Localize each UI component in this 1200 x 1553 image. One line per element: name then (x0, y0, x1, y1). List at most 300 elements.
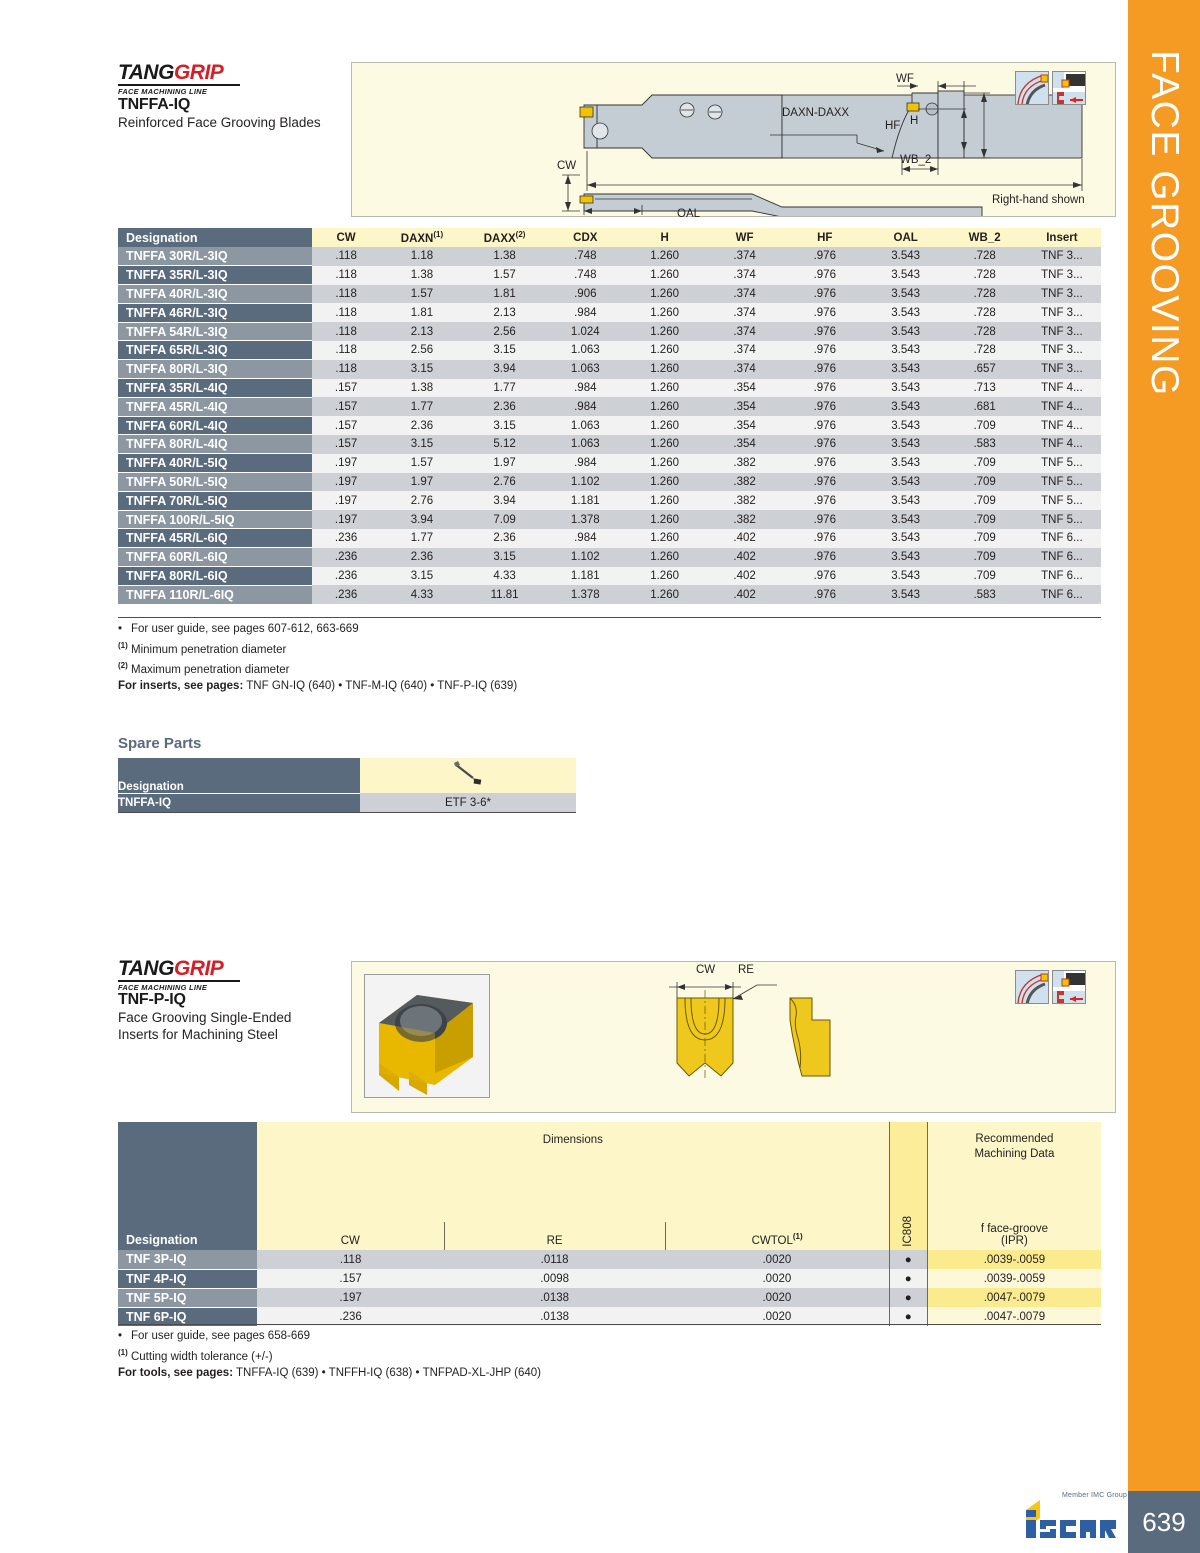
row-value: .976 (785, 247, 865, 266)
row-value: .157 (312, 435, 381, 454)
row-designation: TNFFA 110R/L-6IQ (118, 585, 312, 604)
row-value: .402 (705, 567, 785, 586)
row-value: .976 (785, 285, 865, 304)
product-description-tnfp-line2: Inserts for Machining Steel (118, 1027, 278, 1042)
internal-turning-icon-2 (1052, 970, 1086, 1004)
row-value: 2.13 (381, 322, 464, 341)
row-value: .976 (785, 341, 865, 360)
row-value: 1.260 (625, 266, 705, 285)
row-value: .236 (312, 529, 381, 548)
row-value: .976 (785, 397, 865, 416)
feature-icons-tnffa (1015, 71, 1086, 105)
logo-grip-text: GRIP (173, 61, 224, 84)
row-value: 3.543 (865, 548, 947, 567)
col-header-wb2: WB_2 (946, 228, 1022, 247)
row-value: .976 (785, 548, 865, 567)
row-designation: TNFFA 50R/L-5IQ (118, 473, 312, 492)
row-value: .681 (946, 397, 1022, 416)
row-value: .118 (312, 322, 381, 341)
row-value: TNF 3... (1023, 360, 1101, 379)
dim-label-wf: WF (896, 73, 914, 85)
row-value: .709 (946, 416, 1022, 435)
row-value: TNF 4... (1023, 416, 1101, 435)
row-value: .976 (785, 360, 865, 379)
row-value: 1.57 (381, 285, 464, 304)
face-grooving-arc-icon-2 (1015, 970, 1049, 1004)
row-value: 1.260 (625, 435, 705, 454)
row-value: 1.38 (381, 379, 464, 398)
row-value: 1.260 (625, 397, 705, 416)
row-value: 3.15 (463, 416, 546, 435)
row-value: TNF 6... (1023, 548, 1101, 567)
row-value: 3.543 (865, 491, 947, 510)
row-value: 1.260 (625, 585, 705, 604)
row-value: 3.15 (381, 567, 464, 586)
row-value: TNF 3... (1023, 322, 1101, 341)
row-value: 1.260 (625, 548, 705, 567)
row-value: 3.15 (381, 435, 464, 454)
row-value: .354 (705, 435, 785, 454)
row-value: 1.378 (546, 585, 625, 604)
tnfp-col-header-feed: f face-groove (IPR) (927, 1222, 1101, 1250)
row-value: 3.543 (865, 585, 947, 604)
table-row (118, 1288, 1101, 1307)
row-designation: TNFFA 54R/L-3IQ (118, 322, 312, 341)
row-value: .0020 (665, 1269, 889, 1288)
row-value: .382 (705, 454, 785, 473)
row-value: 1.77 (381, 529, 464, 548)
row-designation: TNFFA 65R/L-3IQ (118, 341, 312, 360)
row-value: .976 (785, 529, 865, 548)
row-value: 1.97 (381, 473, 464, 492)
row-value: .374 (705, 285, 785, 304)
table-row (118, 1269, 1101, 1288)
dim-label-wb2: WB_2 (900, 154, 932, 166)
row-value: 1.97 (463, 454, 546, 473)
row-value: 3.543 (865, 360, 947, 379)
row-value: 1.063 (546, 435, 625, 454)
row-value: 3.543 (865, 266, 947, 285)
row-value: 2.36 (381, 548, 464, 567)
row-value: .197 (312, 454, 381, 473)
dim-label-cw-insert: CW (696, 964, 716, 976)
row-value: 1.57 (463, 266, 546, 285)
row-grade-dot: ● (889, 1307, 927, 1326)
row-grade-dot: ● (889, 1288, 927, 1307)
row-value: .374 (705, 266, 785, 285)
tnfp-column-header-row (118, 1222, 1101, 1250)
row-value: .118 (312, 360, 381, 379)
tnffa-dimension-table (118, 228, 1101, 605)
table-row (118, 454, 1101, 473)
page-number: 639 (1128, 1491, 1200, 1553)
row-value: .157 (257, 1269, 444, 1288)
table-row (118, 435, 1101, 454)
table-row (118, 247, 1101, 266)
row-value: 3.15 (381, 360, 464, 379)
row-value: .0020 (665, 1288, 889, 1307)
row-value: 3.543 (865, 285, 947, 304)
row-value: .0020 (665, 1307, 889, 1326)
row-designation: TNFFA 80R/L-6IQ (118, 567, 312, 586)
row-value: .984 (546, 454, 625, 473)
row-grade-dot: ● (889, 1269, 927, 1288)
tnfp-dimension-table (118, 1122, 1101, 1327)
row-value: .984 (546, 303, 625, 322)
note2-footnote-1: $^{(1)}$ Cutting width tolerance (+/-) (118, 1347, 273, 1363)
table-row (118, 341, 1101, 360)
row-value: 3.543 (865, 322, 947, 341)
row-value: 2.36 (463, 397, 546, 416)
product-code-tnffa: TNFFA-IQ (118, 96, 191, 113)
dim-label-h: H (910, 115, 919, 127)
spare-parts-col-designation: Designation (118, 758, 360, 793)
row-value: 2.76 (381, 491, 464, 510)
row-value: .0138 (444, 1288, 665, 1307)
row-value: .354 (705, 397, 785, 416)
page-number-orange-strip (1128, 1483, 1200, 1491)
row-value: TNF 3... (1023, 285, 1101, 304)
row-value: 1.260 (625, 379, 705, 398)
row-value: 1.260 (625, 247, 705, 266)
table-row (118, 491, 1101, 510)
row-value: 2.13 (463, 303, 546, 322)
row-value: .354 (705, 379, 785, 398)
row-value: .354 (705, 416, 785, 435)
row-value: 1.260 (625, 285, 705, 304)
note2-tools-reference: For tools, see pages: TNFFA-IQ (639) • TNFFH-IQ (638) • TNFPAD-XL-JHP (640) (118, 1366, 542, 1379)
tnfp-col-header-cw: CW (257, 1222, 444, 1250)
row-value: 3.543 (865, 341, 947, 360)
table-row (118, 266, 1101, 285)
row-value: .709 (946, 491, 1022, 510)
row-value: 1.102 (546, 548, 625, 567)
note-footnote-2: $^{(2)}$ Maximum penetration diameter (118, 660, 290, 676)
row-value: 3.94 (463, 360, 546, 379)
row-value: 3.543 (865, 567, 947, 586)
row-value: .709 (946, 529, 1022, 548)
feature-icons-tnfp (1015, 970, 1086, 1004)
spare-parts-etf-value: ETF 3-6* (360, 793, 576, 812)
note-bullet-userguide: • For user guide, see pages 607-612, 663-669 (118, 623, 359, 635)
product-code-tnfp: TNF-P-IQ (118, 991, 186, 1008)
row-value: .728 (946, 285, 1022, 304)
dim-label-re-insert: RE (738, 964, 754, 976)
row-value: .118 (257, 1250, 444, 1269)
row-value: 1.81 (381, 303, 464, 322)
col-header-daxn: DAXN$^{(1)}$ (381, 228, 464, 247)
col-header-hf: HF (785, 228, 865, 247)
row-value: .657 (946, 360, 1022, 379)
row-value: 11.81 (463, 585, 546, 604)
row-value: TNF 3... (1023, 247, 1101, 266)
row-value: .976 (785, 379, 865, 398)
row-value: 1.260 (625, 473, 705, 492)
table-bottom-rule-1 (118, 617, 1101, 618)
group-header-dimensions: Dimensions (257, 1122, 889, 1222)
row-value: 1.260 (625, 510, 705, 529)
row-value: 3.543 (865, 510, 947, 529)
row-value: .984 (546, 379, 625, 398)
row-value: .976 (785, 510, 865, 529)
row-value: .374 (705, 247, 785, 266)
note2-bullet-userguide: • For user guide, see pages 658-669 (118, 1330, 311, 1342)
row-value: .197 (312, 473, 381, 492)
row-value: 4.33 (463, 567, 546, 586)
row-value: .236 (312, 567, 381, 586)
col-header-cw: CW (312, 228, 381, 247)
row-feed-range: .0047-.0079 (927, 1288, 1101, 1307)
row-designation: TNF 6P-IQ (118, 1307, 257, 1326)
group-header-blank (118, 1122, 257, 1222)
row-designation: TNFFA 35R/L-3IQ (118, 266, 312, 285)
row-value: TNF 5... (1023, 510, 1101, 529)
row-value: 1.81 (463, 285, 546, 304)
row-value: 3.543 (865, 454, 947, 473)
col-header-cdx: CDX (546, 228, 625, 247)
logo2-tang-text: TANG (118, 957, 174, 980)
col-header-wf: WF (705, 228, 785, 247)
row-value: .382 (705, 510, 785, 529)
col-header-insert: Insert (1023, 228, 1101, 247)
face-grooving-arc-icon (1015, 71, 1049, 105)
row-feed-range: .0047-.0079 (927, 1307, 1101, 1326)
row-designation: TNFFA 80R/L-3IQ (118, 360, 312, 379)
row-value: 4.33 (381, 585, 464, 604)
row-value: .976 (785, 266, 865, 285)
row-value: TNF 4... (1023, 397, 1101, 416)
table-row (118, 548, 1101, 567)
row-designation: TNFFA 46R/L-3IQ (118, 303, 312, 322)
row-value: .374 (705, 341, 785, 360)
note-inserts-reference: For inserts, see pages: TNF GN-IQ (640) • TNF-M-IQ (640) • TNF-P-IQ (639) (118, 680, 518, 693)
row-value: 3.543 (865, 303, 947, 322)
side-tab-label: FACE GROOVING (1143, 50, 1186, 397)
row-designation: TNFFA 30R/L-3IQ (118, 247, 312, 266)
row-value: .157 (312, 416, 381, 435)
spare-parts-header-row (118, 758, 576, 793)
row-value: 2.56 (463, 322, 546, 341)
row-value: .197 (257, 1288, 444, 1307)
row-designation: TNFFA 45R/L-6IQ (118, 529, 312, 548)
row-value: TNF 3... (1023, 266, 1101, 285)
row-value: TNF 5... (1023, 473, 1101, 492)
row-value: .0098 (444, 1269, 665, 1288)
tanggrip-logo-bottom (118, 958, 240, 992)
row-value: .197 (312, 491, 381, 510)
row-value: 2.36 (381, 416, 464, 435)
row-feed-range: .0039-.0059 (927, 1250, 1101, 1269)
row-value: 3.94 (381, 510, 464, 529)
row-value: TNF 6... (1023, 529, 1101, 548)
row-value: TNF 3... (1023, 341, 1101, 360)
row-value: 1.260 (625, 416, 705, 435)
row-value: .709 (946, 548, 1022, 567)
row-value: .0118 (444, 1250, 665, 1269)
row-value: 5.12 (463, 435, 546, 454)
row-value: .976 (785, 303, 865, 322)
row-value: 1.181 (546, 567, 625, 586)
row-value: 3.543 (865, 247, 947, 266)
row-value: 1.38 (381, 266, 464, 285)
row-value: 1.260 (625, 454, 705, 473)
dim-label-oal: OAL (677, 208, 701, 220)
note-footnote-1: $^{(1)}$ Minimum penetration diameter (118, 640, 287, 656)
row-designation: TNF 4P-IQ (118, 1269, 257, 1288)
row-value: .976 (785, 435, 865, 454)
row-value: TNF 5... (1023, 454, 1101, 473)
row-value: 1.57 (381, 454, 464, 473)
row-value: .728 (946, 341, 1022, 360)
row-designation: TNFFA 100R/L-5IQ (118, 510, 312, 529)
row-value: .713 (946, 379, 1022, 398)
row-value: 2.76 (463, 473, 546, 492)
row-value: .402 (705, 585, 785, 604)
table-header (118, 228, 1101, 247)
row-value: .748 (546, 247, 625, 266)
table-row (118, 303, 1101, 322)
tnfp-notes (118, 1328, 738, 1381)
col-header-designation: Designation (118, 228, 312, 247)
table-row (118, 416, 1101, 435)
product-description-tnffa: Reinforced Face Grooving Blades (118, 115, 321, 130)
row-value: .402 (705, 548, 785, 567)
row-value: 1.260 (625, 322, 705, 341)
row-value: 3.15 (463, 341, 546, 360)
row-grade-dot: ● (889, 1250, 927, 1269)
row-value: .976 (785, 322, 865, 341)
row-value: 1.18 (381, 247, 464, 266)
row-value: .728 (946, 247, 1022, 266)
row-value: .118 (312, 341, 381, 360)
row-value: 1.378 (546, 510, 625, 529)
row-value: .709 (946, 510, 1022, 529)
col-header-oal: OAL (865, 228, 947, 247)
dim-label-daxn-daxx: DAXN-DAXX (782, 107, 850, 119)
row-value: .976 (785, 567, 865, 586)
tnffa-table-body (118, 247, 1101, 604)
row-value: .118 (312, 285, 381, 304)
tnfp-table-header (118, 1122, 1101, 1250)
row-designation: TNF 3P-IQ (118, 1250, 257, 1269)
table-row (118, 567, 1101, 586)
tnffa-notes (118, 621, 738, 695)
row-value: 1.77 (463, 379, 546, 398)
table-row (118, 379, 1101, 398)
row-value: .382 (705, 473, 785, 492)
insert-product-photo (364, 974, 490, 1098)
row-value: 3.15 (463, 548, 546, 567)
table-bottom-rule-spare (118, 812, 576, 813)
row-value: .374 (705, 360, 785, 379)
row-value: .976 (785, 454, 865, 473)
tnfp-technical-drawing (647, 968, 1007, 1108)
logo2-grip-text: GRIP (173, 957, 224, 980)
table-row (118, 285, 1101, 304)
row-value: 1.181 (546, 491, 625, 510)
row-designation: TNFFA 35R/L-4IQ (118, 379, 312, 398)
row-value: .118 (312, 266, 381, 285)
tanggrip-logo-top (118, 62, 240, 96)
table-row (118, 360, 1101, 379)
row-value: 1.260 (625, 529, 705, 548)
row-value: TNF 3... (1023, 303, 1101, 322)
logo2-subtitle: FACE MACHINING LINE (118, 983, 208, 992)
row-value: .402 (705, 529, 785, 548)
row-value: .748 (546, 266, 625, 285)
row-value: .374 (705, 303, 785, 322)
section-side-tab (1128, 0, 1200, 1483)
row-value: 7.09 (463, 510, 546, 529)
row-value: .236 (257, 1307, 444, 1326)
row-value: .984 (546, 397, 625, 416)
row-value: 3.543 (865, 397, 947, 416)
table-header-row (118, 228, 1101, 247)
row-value: .906 (546, 285, 625, 304)
row-value: .728 (946, 303, 1022, 322)
spare-parts-designation-value: TNFFA-IQ (118, 793, 360, 812)
tnfp-table-body (118, 1250, 1101, 1326)
row-designation: TNFFA 45R/L-4IQ (118, 397, 312, 416)
row-value: .984 (546, 529, 625, 548)
row-value: 1.260 (625, 360, 705, 379)
row-designation: TNFFA 80R/L-4IQ (118, 435, 312, 454)
row-value: 3.543 (865, 379, 947, 398)
row-value: TNF 6... (1023, 567, 1101, 586)
logo-tang-text: TANG (118, 61, 174, 84)
row-value: .118 (312, 247, 381, 266)
row-value: TNF 4... (1023, 435, 1101, 454)
table-row (118, 529, 1101, 548)
row-value: .0020 (665, 1250, 889, 1269)
figure-box-tnffa (351, 62, 1116, 220)
row-value: 1.260 (625, 341, 705, 360)
row-value: .976 (785, 416, 865, 435)
row-value: .709 (946, 567, 1022, 586)
product-description-tnfp-line1: Face Grooving Single-Ended (118, 1010, 292, 1025)
figure-box-tnfp (351, 961, 1116, 1113)
dim-label-cw: CW (557, 160, 577, 172)
tnfp-group-header-row (118, 1122, 1101, 1222)
spare-parts-table (118, 758, 576, 812)
row-value: .157 (312, 379, 381, 398)
row-designation: TNFFA 40R/L-5IQ (118, 454, 312, 473)
row-designation: TNFFA 70R/L-5IQ (118, 491, 312, 510)
row-feed-range: .0039-.0059 (927, 1269, 1101, 1288)
row-value: 3.543 (865, 416, 947, 435)
row-value: 1.063 (546, 341, 625, 360)
table-row (118, 322, 1101, 341)
row-value: .197 (312, 510, 381, 529)
logo-subtitle: FACE MACHINING LINE (118, 87, 208, 96)
logo2-underline (118, 980, 240, 982)
row-value: 1.063 (546, 360, 625, 379)
row-value: .976 (785, 491, 865, 510)
row-value: .728 (946, 266, 1022, 285)
row-value: .0138 (444, 1307, 665, 1326)
col-header-h: H (625, 228, 705, 247)
tnfp-col-header-designation: Designation (118, 1222, 257, 1250)
row-designation: TNFFA 60R/L-4IQ (118, 416, 312, 435)
tnfp-col-header-cwtol: CWTOL$^{(1)}$ (665, 1222, 889, 1250)
row-value: 1.38 (463, 247, 546, 266)
row-value: .236 (312, 548, 381, 567)
col-header-daxx: DAXX$^{(2)}$ (463, 228, 546, 247)
row-value: .728 (946, 322, 1022, 341)
row-value: 1.024 (546, 322, 625, 341)
row-value: 1.063 (546, 416, 625, 435)
row-value: 1.260 (625, 491, 705, 510)
